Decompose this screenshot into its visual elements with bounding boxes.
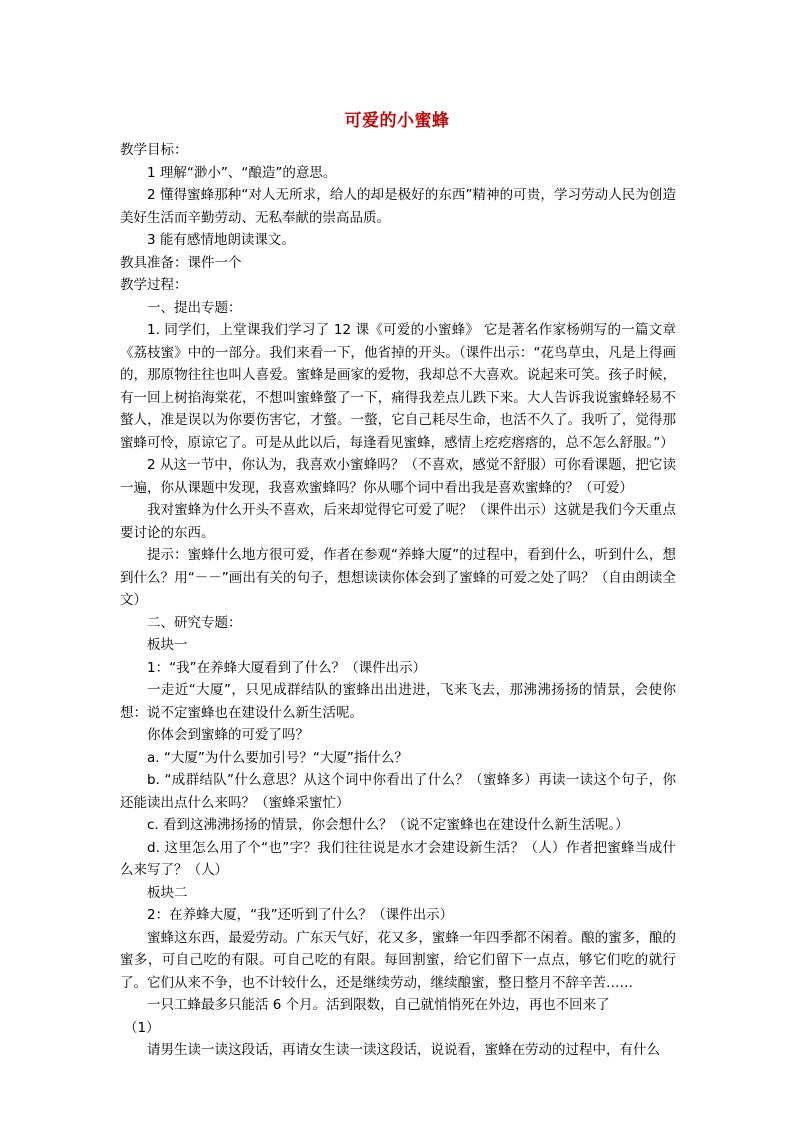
paragraph: d. 这里怎么用了个“也”字？我们往往说是水才会建设新生活？（人）作者把蜜蜂当成什么来写了？（人） <box>120 839 676 878</box>
paragraph: 1：“我”在养蜂大厦看到了什么？（课件出示） <box>147 659 427 676</box>
paragraph: 板块一 <box>147 637 188 653</box>
paragraph: 1. 同学们，上堂课我们学习了 12 课《可爱的小蜜蜂》 它是著名作家杨朔写的一篇文章《荔枝蜜》中的一部分。我们来看一下，他省掉的开头。（课件出示：“花鸟草虫，凡是上得画的，那原物往往也叫人喜爱。蜜蜂是画家的爱物，我却总不大喜欢。说起来可笑。孩子时候，有一回上树掐海棠花，不想叫蜜蜂螫了一下，痛得我差点儿跌下来。大人告诉我说蜜蜂轻易不螫人，准是误以为你要伤害它，才螫。一螫，它自己耗尽生命，也活不久了。我听了，觉得那蜜蜂可怜，原谅它了。可是从此以后，每逢看见蜜蜂，感情上疙疙瘩瘩的，总不怎么舒服。”） <box>120 322 676 451</box>
paragraph: （1） <box>124 1019 160 1036</box>
paragraph: 教学目标： <box>120 142 188 158</box>
paragraph: 一走近“大厦”，只见成群结队的蜜蜂出出进进，飞来飞去，那沸沸扬扬的情景，会使你想：说不定蜜蜂也在建设什么新生活呢。 <box>120 682 676 721</box>
document-body <box>120 139 676 1062</box>
document-title: 可爱的小蜜蜂 <box>344 111 450 131</box>
paragraph: 2 懂得蜜蜂那种“对人无所求，给人的却是极好的东西”精神的可贵，学习劳动人民为创造美好生活而辛勤劳动、无私奉献的崇高品质。 <box>120 187 676 226</box>
paragraph: 蜜蜂这东西，最爱劳动。广东天气好，花又多，蜜蜂一年四季都不闲着。酿的蜜多，酿的蜜多，可自己吃的有限。可自己吃的有限。每回割蜜，给它们留下一点点，够它们吃的就行了。它们从来不争，也不计较什么，还是继续劳动，继续酿蜜，整日整月不辞辛苦…… <box>120 929 676 991</box>
paragraph: 一只工蜂最多只能活 6 个月。活到限数，自己就悄悄死在外边，再也不回来了 <box>147 997 610 1013</box>
paragraph: 3 能有感情地朗读课文。 <box>147 232 295 248</box>
paragraph: 一、提出专题： <box>147 299 242 316</box>
paragraph: 教具准备：课件一个 <box>120 254 242 271</box>
paragraph: 1 理解“渺小”、“酿造”的意思。 <box>147 164 337 181</box>
paragraph: 我对蜜蜂为什么开头不喜欢，后来却觉得它可爱了呢？（课件出示）这就是我们今天重点要讨论的东西。 <box>120 502 676 541</box>
paragraph: 2 从这一节中，你认为，我喜欢小蜜蜂吗？（不喜欢，感觉不舒服）可你看课题，把它读一遍，你从课题中发现，我喜欢蜜蜂吗？你从哪个词中看出我是喜欢蜜蜂的？（可爱） <box>120 457 676 496</box>
paragraph: 板块二 <box>147 884 188 901</box>
paragraph: 你体会到蜜蜂的可爱了吗？ <box>147 727 309 743</box>
paragraph: b. “成群结队”什么意思？从这个词中你看出了什么？（蜜蜂多）再读一读这个句子，你还能读出点什么来吗？（蜜蜂采蜜忙） <box>120 772 676 811</box>
paragraph: a. “大厦”为什么要加引号？“大厦”指什么？ <box>147 749 408 766</box>
paragraph: 2：在养蜂大厦，“我”还听到了什么？（课件出示） <box>147 907 454 923</box>
paragraph: c. 看到这沸沸扬扬的情景，你会想什么？（说不定蜜蜂也在建设什么新生活呢。） <box>147 817 629 833</box>
paragraph: 提示：蜜蜂什么地方很可爱，作者在参观“养蜂大厦”的过程中，看到什么，听到什么，想到什么？用“－－”画出有关的句子，想想读读你体会到了蜜蜂的可爱之处了吗？（自由朗读全文） <box>120 547 676 608</box>
paragraph: 教学过程： <box>120 277 188 293</box>
paragraph: 请男生读一读这段话，再请女生读一读这段话，说说看，蜜蜂在劳动的过程中，有什么 <box>147 1042 660 1058</box>
paragraph: 二、研究专题： <box>147 614 242 631</box>
